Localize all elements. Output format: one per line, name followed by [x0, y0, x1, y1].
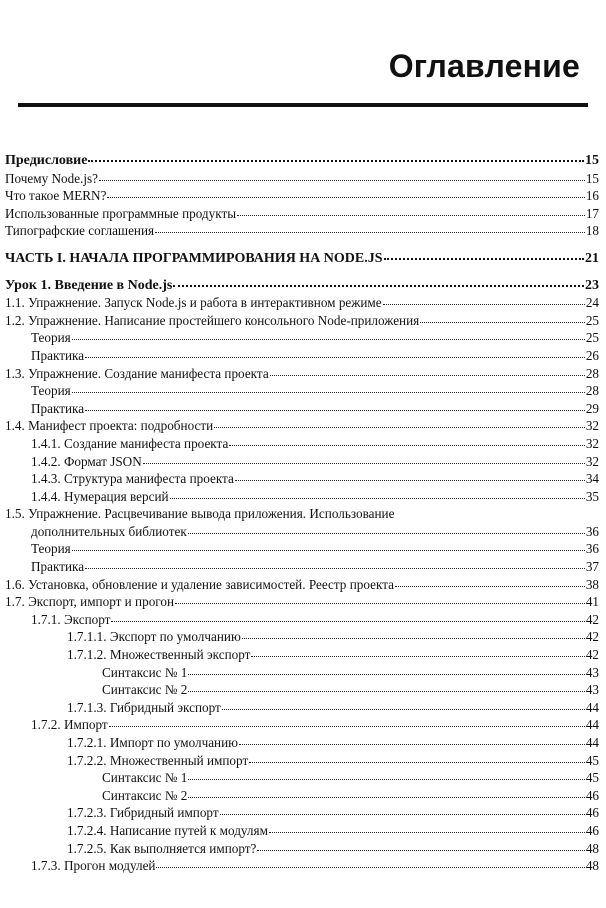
- toc-entry-text: 1.4.2. Формат JSON: [31, 453, 142, 469]
- toc-entry-1-7-2-2-syntax2[interactable]: [5, 787, 599, 805]
- toc-entry-text: Использованные программные продукты: [5, 205, 237, 221]
- toc-entry-what-mern[interactable]: [5, 187, 599, 205]
- toc-entry-text: Теория: [31, 541, 71, 557]
- toc-entry-text: Теория: [31, 330, 71, 346]
- toc-page-number: 45: [585, 752, 599, 768]
- dot-leader: [384, 248, 584, 260]
- toc-page-number: 15: [585, 153, 599, 168]
- toc-page-number: 25: [585, 312, 599, 328]
- toc-entry-text: Почему Node.js?: [5, 170, 99, 186]
- dot-leader: [72, 382, 585, 393]
- toc-entry-text: 1.7.3. Прогон модулей: [31, 858, 156, 874]
- toc-page-number: 44: [585, 735, 599, 750]
- toc-page-number: 26: [585, 347, 599, 363]
- toc-page-number: 16: [585, 188, 599, 204]
- toc-entry-1-4-3[interactable]: [5, 470, 599, 488]
- toc-entry-1-7-2-5[interactable]: [5, 840, 599, 858]
- dot-leader: [170, 488, 585, 499]
- toc-entry-text: 1.7.1.1. Экспорт по умолчанию: [67, 629, 241, 645]
- toc-page-number: 32: [585, 435, 599, 451]
- toc-page-number: 37: [585, 559, 599, 575]
- dot-leader: [88, 150, 584, 162]
- toc-entry-why-node[interactable]: [5, 170, 599, 188]
- toc-entry-1-7-2-1[interactable]: [5, 734, 599, 752]
- toc-entry-preface[interactable]: [5, 152, 599, 170]
- toc-entry-text: 1.7.2.1. Импорт по умолчанию: [67, 735, 239, 750]
- dot-leader: [143, 453, 585, 464]
- toc-entry-1-4-4[interactable]: [5, 488, 599, 506]
- toc-entry-text: дополнительных библиотек: [31, 523, 187, 539]
- dot-leader: [214, 417, 585, 428]
- toc-entry-1-7[interactable]: [5, 593, 599, 611]
- page-title: Оглавление: [388, 48, 580, 84]
- toc-page-number: 42: [585, 647, 599, 663]
- toc-entry-text: 1.6. Установка, обновление и удаление зависимостей. Реестр проекта: [5, 576, 394, 592]
- toc-page-number: 32: [585, 453, 599, 469]
- toc-page-number: 41: [585, 594, 599, 610]
- toc-entry-1-1[interactable]: [5, 294, 599, 312]
- dot-leader: [107, 187, 584, 198]
- dot-leader: [109, 716, 585, 727]
- toc-entry-text: 1.7.1.2. Множественный экспорт: [67, 647, 251, 663]
- toc-page-number: 15: [585, 170, 599, 186]
- toc-entry-1-7-1-2-syntax2[interactable]: [5, 681, 599, 699]
- toc-page-number: 34: [585, 471, 599, 487]
- toc-entry-software[interactable]: [5, 205, 599, 223]
- toc-entry-1-3-theory[interactable]: [5, 382, 599, 400]
- toc-entry-1-5[interactable]: [5, 523, 599, 541]
- dot-leader: [72, 540, 585, 551]
- toc-entry-1-7-1-2-syntax1[interactable]: [5, 664, 599, 682]
- toc-page-number: 36: [585, 523, 599, 539]
- dot-leader: [269, 822, 585, 833]
- dot-leader: [72, 329, 585, 340]
- dot-leader: [239, 734, 585, 745]
- toc-page-number: 35: [585, 488, 599, 504]
- toc-entry-text: 1.7.1.3. Гибридный экспорт: [67, 699, 221, 715]
- toc-entry-1-7-1-2[interactable]: [5, 646, 599, 664]
- toc-entry-1-2[interactable]: [5, 312, 599, 330]
- toc-entry-1-3[interactable]: [5, 365, 599, 383]
- dot-leader: [188, 681, 585, 692]
- dot-leader: [99, 170, 585, 181]
- dot-leader: [235, 470, 585, 481]
- toc-entry-text: Урок 1. Введение в Node.js: [5, 277, 173, 293]
- toc-entry-typography[interactable]: [5, 222, 599, 240]
- toc-entry-text: Предисловие: [5, 153, 88, 168]
- dot-leader: [188, 664, 585, 675]
- toc-entry-text: Практика: [31, 347, 85, 363]
- dot-leader: [156, 857, 584, 868]
- toc-entry-1-7-2[interactable]: [5, 716, 599, 734]
- toc-entry-text: 1.7.2.4. Написание путей к модулям: [67, 822, 268, 838]
- dot-leader: [175, 593, 585, 604]
- toc-entry-1-4-2[interactable]: [5, 453, 599, 471]
- toc-page-number: 38: [585, 576, 599, 592]
- toc-page-number: 46: [585, 805, 599, 821]
- toc-page-number: 23: [585, 277, 599, 293]
- toc-page-number: 28: [585, 365, 599, 381]
- toc-entry-1-5-practice[interactable]: [5, 558, 599, 576]
- toc-entry-text: 1.4. Манифест проекта: подробности: [5, 418, 214, 434]
- toc-entry-text: Теория: [31, 383, 71, 399]
- toc-entry-text: 1.4.1. Создание манифеста проекта: [31, 435, 229, 451]
- toc-page-number: 45: [585, 770, 599, 786]
- dot-leader: [220, 804, 585, 815]
- toc-page-number: 48: [585, 858, 599, 874]
- toc-entry-text: 1.7.2.2. Множественный импорт: [67, 752, 249, 768]
- toc-entry-text: 1.7.1. Экспорт: [31, 611, 111, 627]
- dot-leader: [155, 222, 585, 233]
- dot-leader: [257, 840, 584, 851]
- toc-entry-1-7-2-3[interactable]: [5, 804, 599, 822]
- dot-leader: [251, 646, 584, 657]
- toc-entry-1-2-theory[interactable]: [5, 329, 599, 347]
- dot-leader: [242, 628, 585, 639]
- dot-leader: [188, 769, 585, 780]
- dot-leader: [383, 294, 585, 305]
- toc-entry-text: Синтаксис № 2: [102, 787, 188, 803]
- dot-leader: [111, 611, 584, 622]
- toc-entry-text: 1.7.2. Импорт: [31, 717, 108, 733]
- toc-entry-1-7-2-2[interactable]: [5, 752, 599, 770]
- toc-page-number: 46: [585, 787, 599, 803]
- dot-leader: [85, 400, 585, 411]
- toc-entry-1-7-2-2-syntax1[interactable]: [5, 769, 599, 787]
- toc-entry-text: 1.4.3. Структура манифеста проекта: [31, 471, 234, 487]
- toc-entry-text: 1.4.4. Нумерация версий: [31, 488, 169, 504]
- toc-entry-text: Что такое MERN?: [5, 188, 107, 204]
- toc-entry-text: Типографские соглашения: [5, 223, 155, 239]
- toc-entry-text: Практика: [31, 400, 85, 416]
- toc-entry-1-6[interactable]: [5, 576, 599, 594]
- title-rule: [18, 103, 588, 107]
- toc-page-number: 44: [585, 717, 599, 733]
- dot-leader: [85, 347, 585, 358]
- toc-entry-text: 1.1. Упражнение. Запуск Node.js и работа в интерактивном режиме: [5, 295, 382, 311]
- toc-entry-1-4-1[interactable]: [5, 435, 599, 453]
- dot-leader: [420, 312, 585, 323]
- toc-page-number: 29: [585, 400, 599, 416]
- toc-entry-text: ЧАСТЬ I. НАЧАЛА ПРОГРАММИРОВАНИЯ НА NODE.JS: [5, 250, 383, 266]
- dot-leader: [237, 205, 585, 216]
- toc-page-number: 44: [585, 699, 599, 715]
- toc-entry-1-7-3[interactable]: [5, 857, 599, 875]
- toc-page-number: 46: [585, 822, 599, 838]
- dot-leader: [173, 275, 584, 287]
- toc-entry-lesson1[interactable]: [5, 277, 599, 295]
- toc-page-number: 43: [585, 682, 599, 698]
- toc-page-number: 36: [585, 541, 599, 557]
- toc-entry-1-3-practice[interactable]: [5, 400, 599, 418]
- toc-entry-text: Синтаксис № 2: [102, 682, 188, 698]
- toc-entry-1-7-2-4[interactable]: [5, 822, 599, 840]
- toc-page-number: 24: [585, 295, 599, 311]
- toc-page-number: 43: [585, 664, 599, 680]
- toc-page-number: 28: [585, 383, 599, 399]
- dot-leader: [222, 699, 585, 710]
- toc-entry-1-2-practice[interactable]: [5, 347, 599, 365]
- toc-page-number: 17: [585, 205, 599, 221]
- table-of-contents: [5, 152, 599, 875]
- toc-page-number: 21: [585, 250, 599, 266]
- dot-leader: [395, 576, 585, 587]
- toc-page-number: 18: [585, 223, 599, 239]
- toc-entry-1-7-1-3[interactable]: [5, 699, 599, 717]
- toc-entry-part1[interactable]: [5, 250, 599, 268]
- toc-entry-1-5-line1[interactable]: 1.5. Упражнение. Расцвечивание вывода приложения. Использование: [5, 506, 395, 522]
- toc-page-number: 25: [585, 330, 599, 346]
- toc-entry-text: 1.2. Упражнение. Написание простейшего консольного Node-приложения: [5, 312, 420, 328]
- toc-entry-text: 1.7.2.3. Гибридный импорт: [67, 805, 219, 821]
- toc-page-number: 42: [585, 611, 599, 627]
- dot-leader: [270, 365, 585, 376]
- toc-entry-text: 1.3. Упражнение. Создание манифеста проекта: [5, 365, 269, 381]
- dot-leader: [85, 558, 585, 569]
- toc-page-number: 48: [585, 840, 599, 856]
- toc-entry-1-4[interactable]: [5, 417, 599, 435]
- toc-entry-text: Синтаксис № 1: [102, 664, 188, 680]
- dot-leader: [249, 752, 585, 763]
- dot-leader: [188, 787, 585, 798]
- toc-entry-text: 1.7.2.5. Как выполняется импорт?: [67, 840, 257, 856]
- dot-leader: [188, 523, 585, 534]
- toc-entry-text: 1.7. Экспорт, импорт и прогон: [5, 594, 175, 610]
- toc-entry-text: Практика: [31, 559, 85, 575]
- toc-entry-1-5-theory[interactable]: [5, 540, 599, 558]
- toc-entry-1-7-1-1[interactable]: [5, 628, 599, 646]
- toc-page-number: 42: [585, 629, 599, 645]
- toc-entry-1-7-1[interactable]: [5, 611, 599, 629]
- dot-leader: [229, 435, 585, 446]
- toc-page-number: 32: [585, 418, 599, 434]
- toc-entry-text: Синтаксис № 1: [102, 770, 188, 786]
